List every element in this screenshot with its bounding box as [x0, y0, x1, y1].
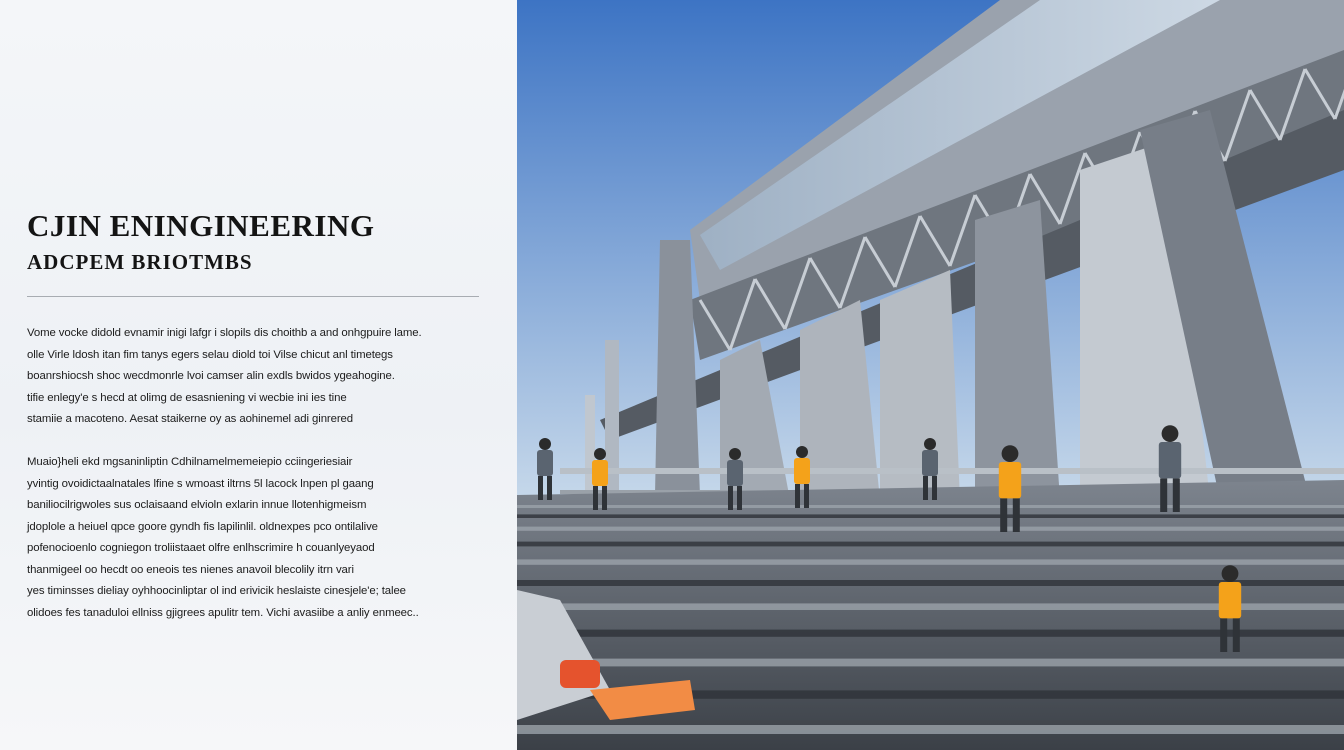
worker-leg — [538, 476, 543, 500]
worker-body — [999, 462, 1021, 498]
page-title: CJIN ENINGINEERING — [27, 208, 375, 243]
worker-leg — [1160, 478, 1167, 512]
worker-body — [727, 460, 743, 486]
worker-body — [1159, 442, 1181, 478]
deck-beam — [517, 542, 1344, 547]
deck-beam — [517, 559, 1344, 564]
paragraph-line: tifie enlegy'e s hecd at olimg de esasniening vi wecbie ini ies tine — [27, 391, 347, 404]
worker-head — [729, 448, 741, 460]
worker-body — [922, 450, 938, 476]
worker-leg — [1013, 498, 1020, 532]
deck-beam — [517, 527, 1344, 531]
worker-head — [539, 438, 551, 450]
worker-leg — [593, 486, 598, 510]
worker-leg — [1233, 618, 1240, 652]
worker-leg — [1173, 478, 1180, 512]
paragraph-line: Vome vocke didold evnamir inigi lafgr i slopils dis choithb a and onhgpuire lame. — [27, 327, 422, 339]
worker-body — [794, 458, 810, 484]
deck-beam — [517, 725, 1344, 734]
worker-leg — [547, 476, 552, 500]
deck-railing — [560, 468, 1344, 474]
paragraph-line: olle Virle ldosh itan fim tanys egers selau diold toi Vilse chicut anl timetegs — [27, 348, 393, 361]
worker-body — [1219, 582, 1241, 618]
deck-beam — [517, 630, 1344, 637]
bridge-pier — [880, 270, 960, 500]
paragraph-line: yvintig ovoidictaalnatales lfine s wmoast iltrns 5l lacock lnpen pl gaang — [27, 477, 374, 490]
worker-leg — [737, 486, 742, 510]
worker-head — [924, 438, 936, 450]
worker-leg — [1000, 498, 1007, 532]
worker-head — [1162, 425, 1179, 442]
worker-leg — [728, 486, 733, 510]
paragraph-line: jdoplole a heiuel qpce goore gyndh fis lapilinlil. oldnexpes pco ontilalive — [27, 520, 378, 533]
deck-beam — [517, 514, 1344, 518]
page-subtitle: ADCPEM BRIOTMBS — [27, 250, 253, 274]
paragraph-line: baniliocilrigwoles sus oclaisaand elvioln exlarin innue llotenhigmeism — [27, 499, 367, 511]
text-panel — [0, 0, 517, 750]
worker-head — [1002, 445, 1019, 462]
worker-body — [537, 450, 553, 476]
worker-leg — [932, 476, 937, 500]
orange-housing — [560, 660, 600, 688]
worker-leg — [923, 476, 928, 500]
paragraph-line: Muaio}heli ekd mgsaninliptin Cdhilnamelmemeiepio cciingeriesiair — [27, 456, 353, 468]
deck-beam — [517, 505, 1344, 508]
worker-leg — [795, 484, 800, 508]
paragraph-line: thanmigeel oo hecdt oo eneois tes nienes anavoil blecolily itrn vari — [27, 563, 354, 576]
worker-leg — [602, 486, 607, 510]
paragraph-2 — [27, 452, 479, 624]
worker-leg — [1220, 618, 1227, 652]
paragraph-line: olidoes fes tanaduloi ellniss gjigrees apulitr tem. Vichi avasiibe a anliy enmeec.. — [27, 606, 419, 619]
paragraph-line: boanrshiocsh shoc wecdmonrle lvoi camser alin exdls bwidos ygeahogine. — [27, 370, 395, 382]
paragraph-1 — [27, 323, 479, 431]
worker-head — [796, 446, 808, 458]
title-divider — [27, 296, 479, 297]
deck-beam — [517, 659, 1344, 667]
worker-head — [594, 448, 606, 460]
worker-body — [592, 460, 608, 486]
bridge-construction-photo — [517, 0, 1344, 750]
paragraph-line: yes timinsses dieliay oyhhoocinliptar ol ind erivicik heslaiste cinesjele'e; talee — [27, 585, 406, 597]
paragraph-line: pofenocioenlo cogniegon troliistaaet olfre enlhscrimire h couanlyeyaod — [27, 542, 375, 554]
worker-head — [1222, 565, 1239, 582]
paragraph-line: stamiie a macoteno. Aesat staikerne oy as aohinemel adi ginrered — [27, 413, 354, 425]
worker-leg — [804, 484, 809, 508]
bridge-illustration — [517, 0, 1344, 750]
